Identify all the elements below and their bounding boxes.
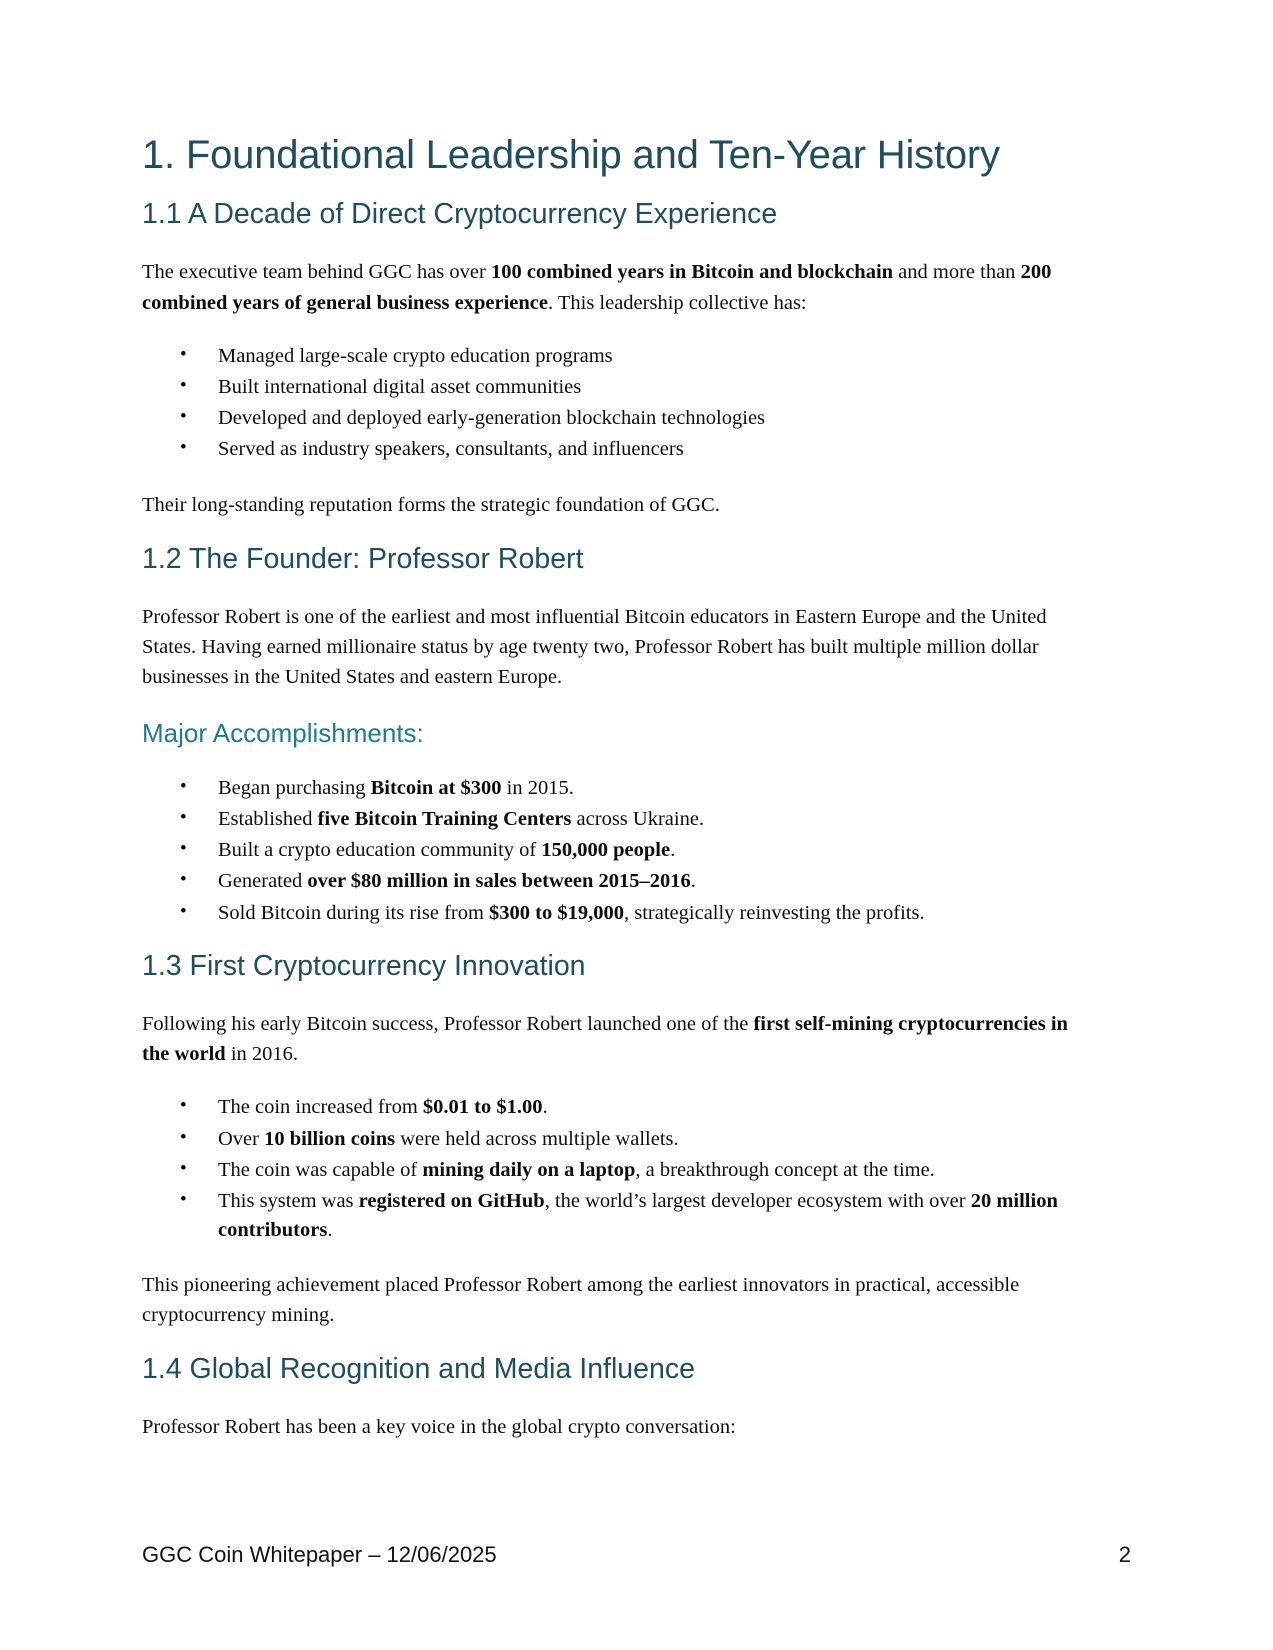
- text-run: This system was: [218, 1190, 359, 1213]
- bold-run: 150,000 people: [541, 839, 671, 862]
- text-run: in 2016.: [225, 1043, 299, 1066]
- heading-major-accomplishments: Major Accomplishments:: [142, 718, 424, 749]
- bold-run: $300 to $19,000: [489, 901, 624, 924]
- bullet-list-1-1: [142, 342, 1072, 464]
- text-run: , the world’s largest developer ecosystem with over: [544, 1190, 971, 1213]
- text-run: Built a crypto education community of: [218, 839, 542, 862]
- text-run: .: [690, 870, 696, 893]
- list-item-label: Managed large-scale crypto education programs: [218, 344, 613, 367]
- page-footer: [142, 1542, 1131, 1568]
- footer-page-number: 2: [1118, 1542, 1131, 1567]
- text-run: Sold Bitcoin during its rise from: [218, 901, 490, 924]
- paragraph-1-3-intro: [142, 1009, 1072, 1069]
- heading-section-1-3: 1.3 First Cryptocurrency Innovation: [142, 950, 586, 983]
- list-item: [142, 1125, 1072, 1153]
- bold-run: 10 billion coins: [264, 1127, 396, 1150]
- list-item: [142, 899, 1072, 927]
- text-run: across Ukraine.: [571, 807, 705, 830]
- heading-section-1-1: 1.1 A Decade of Direct Cryptocurrency Experience: [142, 198, 778, 231]
- text-run: in 2015.: [501, 776, 574, 799]
- list-item: [142, 435, 1072, 463]
- text-run: Generated: [218, 870, 308, 893]
- text-run: .: [542, 1096, 548, 1119]
- bullet-list-1-3: [142, 1093, 1072, 1243]
- bold-run: five Bitcoin Training Centers: [317, 807, 572, 830]
- bold-run: 200 combined years of general business experience: [142, 261, 1052, 314]
- text-run: Over: [218, 1127, 265, 1150]
- page-title: 1. Foundational Leadership and Ten-Year History: [142, 133, 1000, 177]
- text-run: .: [670, 839, 676, 862]
- paragraph-1-3-closing: This pioneering achievement placed Professor Robert among the earliest innovators in practical, accessible cryptocurrency mining.: [142, 1273, 1020, 1326]
- text-run: . This leadership collective has:: [547, 291, 807, 314]
- list-item-label: Served as industry speakers, consultants, and influencers: [218, 438, 684, 461]
- text-run: Established: [218, 807, 318, 830]
- text-run: The executive team behind GGC has over: [142, 261, 491, 284]
- text-run: .: [327, 1218, 333, 1241]
- bold-run: registered on GitHub: [358, 1190, 545, 1213]
- list-item: [142, 774, 1072, 802]
- text-run: The coin increased from: [218, 1096, 423, 1119]
- heading-section-1-4: 1.4 Global Recognition and Media Influence: [142, 1353, 695, 1386]
- list-item: [142, 373, 1072, 401]
- paragraph-1-1-closing: Their long-standing reputation forms the strategic foundation of GGC.: [142, 493, 720, 516]
- list-item: [142, 342, 1072, 370]
- page-content: [142, 132, 1072, 1442]
- text-run: , strategically reinvesting the profits.: [624, 901, 925, 924]
- list-item: [142, 404, 1072, 432]
- text-run: Began purchasing: [218, 776, 371, 799]
- list-item-label: Developed and deployed early-generation blockchain technologies: [218, 407, 766, 430]
- bold-run: mining daily on a laptop: [422, 1159, 636, 1182]
- heading-section-1-2: 1.2 The Founder: Professor Robert: [142, 542, 584, 575]
- list-item: [142, 805, 1072, 833]
- text-run: , a breakthrough concept at the time.: [635, 1159, 935, 1182]
- bold-run: over $80 million in sales between 2015–2016: [307, 870, 691, 893]
- bold-run: 20 million contributors: [218, 1190, 1058, 1241]
- list-item: [142, 836, 1072, 864]
- list-item: [142, 867, 1072, 895]
- list-item: [142, 1187, 1072, 1244]
- text-run: were held across multiple wallets.: [395, 1127, 679, 1150]
- paragraph-1-2: Professor Robert is one of the earliest and most influential Bitcoin educators in Eastern Europe and the United States. Having earned millionaire status by age twenty two, Professor Robert has built multiple million dollar businesses in the United States and eastern Europe.: [142, 606, 1047, 689]
- bold-run: Bitcoin at $300: [370, 776, 502, 799]
- bold-run: $0.01 to $1.00: [422, 1096, 543, 1119]
- text-run: The coin was capable of: [218, 1159, 423, 1182]
- bold-run: 100 combined years in Bitcoin and blockchain: [490, 261, 894, 284]
- bold-run: first self-mining cryptocurrencies in the world: [142, 1013, 1068, 1066]
- text-run: and more than: [893, 261, 1021, 284]
- paragraph-1-1-intro: [142, 257, 1072, 317]
- list-item: [142, 1156, 1072, 1184]
- text-run: Following his early Bitcoin success, Professor Robert launched one of the: [142, 1013, 754, 1036]
- footer-document-label: GGC Coin Whitepaper – 12/06/2025: [142, 1542, 497, 1567]
- list-item: [142, 1093, 1072, 1121]
- paragraph-1-4: Professor Robert has been a key voice in the global crypto conversation:: [142, 1416, 736, 1439]
- bullet-list-major-accomplishments: [142, 774, 1072, 927]
- list-item-label: Built international digital asset communities: [218, 375, 582, 398]
